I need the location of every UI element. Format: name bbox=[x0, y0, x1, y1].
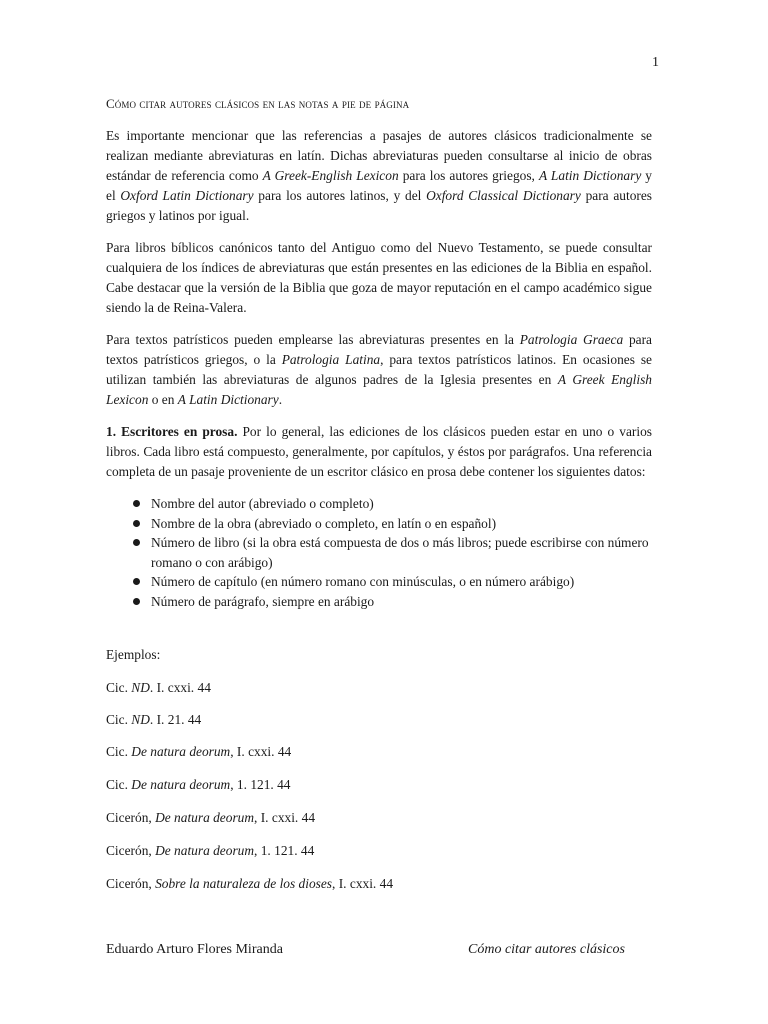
citation-reference: . I. 21. 44 bbox=[149, 712, 202, 727]
text: para autores griegos y latinos por igual. bbox=[106, 188, 652, 223]
citation-author: Cicerón, bbox=[106, 810, 156, 825]
citation-reference: , 1. 121. 44 bbox=[230, 777, 291, 792]
work-title: Patrologia Latina bbox=[281, 352, 381, 367]
citation-work: ND bbox=[131, 712, 150, 727]
text: , para textos patrísticos latinos. En ocasiones se utilizan también las abreviaturas de algunos padres de la Iglesia presentes en bbox=[106, 352, 652, 387]
requirements-list bbox=[106, 494, 652, 611]
citation-work: Sobre la naturaleza de los dioses bbox=[155, 876, 333, 891]
citation-work: De natura deorum bbox=[131, 744, 231, 759]
paragraph-prose-writers bbox=[106, 422, 652, 482]
bullet-icon bbox=[133, 500, 140, 507]
example-citation bbox=[106, 841, 314, 861]
page-number: 1 bbox=[652, 55, 659, 70]
text: o en bbox=[148, 392, 178, 407]
citation-author: Cic. bbox=[106, 680, 132, 695]
document-title: Cómo citar autores clásicos en las notas a pie de página bbox=[106, 96, 410, 111]
citation-work: ND bbox=[131, 680, 150, 695]
footer-doc-title: Cómo citar autores clásicos bbox=[468, 942, 625, 957]
work-title: Oxford Classical Dictionary bbox=[426, 188, 581, 203]
document-body bbox=[106, 94, 652, 623]
citation-author: Cic. bbox=[106, 777, 132, 792]
citation-author: Cicerón, bbox=[106, 843, 156, 858]
list-item bbox=[106, 533, 652, 572]
list-item bbox=[106, 572, 652, 592]
paragraph-patristic bbox=[106, 330, 652, 410]
citation-reference: , I. cxxi. 44 bbox=[332, 876, 394, 891]
example-citation bbox=[106, 808, 315, 828]
bullet-icon bbox=[133, 520, 140, 527]
work-title: A Latin Dictionary bbox=[177, 392, 279, 407]
list-item-text: Nombre de la obra (abreviado o completo, en latín o en español) bbox=[151, 515, 497, 531]
bullet-icon bbox=[133, 578, 140, 585]
paragraph-intro bbox=[106, 126, 652, 226]
text: Es importante mencionar que las referencias a pasajes de autores clásicos tradicionalmente se realizan mediante abreviaturas en latín. Dichas abreviaturas pueden consultarse al inicio de obras estándar de referencia como bbox=[106, 128, 652, 183]
citation-work: De natura deorum bbox=[155, 843, 255, 858]
citation-reference: , I. cxxi. 44 bbox=[230, 744, 292, 759]
example-citation bbox=[106, 775, 291, 795]
list-item bbox=[106, 514, 652, 534]
footer-author: Eduardo Arturo Flores Miranda bbox=[106, 942, 283, 957]
citation-author: Cicerón, bbox=[106, 876, 156, 891]
text: y el bbox=[106, 168, 652, 203]
examples-label: Ejemplos: bbox=[106, 647, 161, 662]
citation-reference: , I. cxxi. 44 bbox=[254, 810, 316, 825]
paragraph-biblical: Para libros bíblicos canónicos tanto del Antiguo como del Nuevo Testamento, se puede consultar cualquiera de los índices de abreviaturas que están presentes en las ediciones de la Biblia en español. Cabe destacar que la versión de la Biblia que goza de mayor reputación en el campo académico sigue siendo la de Reina-Valera. bbox=[106, 240, 652, 315]
example-citation bbox=[106, 874, 393, 894]
bullet-icon bbox=[133, 598, 140, 605]
work-title: A Greek English Lexicon bbox=[106, 372, 653, 407]
list-item-text: Número de parágrafo, siempre en arábigo bbox=[151, 593, 375, 609]
citation-author: Cic. bbox=[106, 712, 132, 727]
bullet-icon bbox=[133, 539, 140, 546]
list-item-text: Número de libro (si la obra está compuesta de dos o más libros; puede escribirse con número romano o con arábigo) bbox=[151, 535, 649, 570]
example-citation bbox=[106, 710, 201, 730]
work-title: Patrologia Graeca bbox=[519, 332, 624, 347]
example-citation bbox=[106, 678, 211, 698]
text: para los autores latinos, y del bbox=[253, 188, 427, 203]
work-title: Oxford Latin Dictionary bbox=[120, 188, 254, 203]
text: Por lo general, las ediciones de los clásicos pueden estar en uno o varios libros. Cada libro está compuesto, generalmente, por capítulos, y éstos por parágrafos. Una referencia completa de un pasaje proveniente de un escritor clásico en prosa debe contener los siguientes datos: bbox=[106, 424, 652, 479]
citation-reference: . I. cxxi. 44 bbox=[149, 680, 211, 695]
citation-reference: , 1. 121. 44 bbox=[254, 843, 315, 858]
example-citation bbox=[106, 742, 291, 762]
list-item-text: Número de capítulo (en número romano con minúsculas, o en número arábigo) bbox=[151, 574, 575, 589]
text: . bbox=[278, 392, 283, 407]
text: para los autores griegos, bbox=[398, 168, 539, 183]
list-item bbox=[106, 592, 652, 612]
list-item bbox=[106, 494, 652, 514]
citation-work: De natura deorum bbox=[155, 810, 255, 825]
citation-work: De natura deorum bbox=[131, 777, 231, 792]
list-item-text: Nombre del autor (abreviado o completo) bbox=[151, 496, 374, 511]
work-title: A Latin Dictionary bbox=[538, 168, 642, 183]
section-heading: 1. Escritores en prosa. bbox=[106, 424, 238, 439]
text: para textos patrísticos griegos, o la bbox=[106, 332, 652, 367]
citation-author: Cic. bbox=[106, 744, 132, 759]
work-title: A Greek-English Lexicon bbox=[262, 168, 399, 183]
text: Para textos patrísticos pueden emplearse las abreviaturas presentes en la bbox=[106, 332, 520, 347]
